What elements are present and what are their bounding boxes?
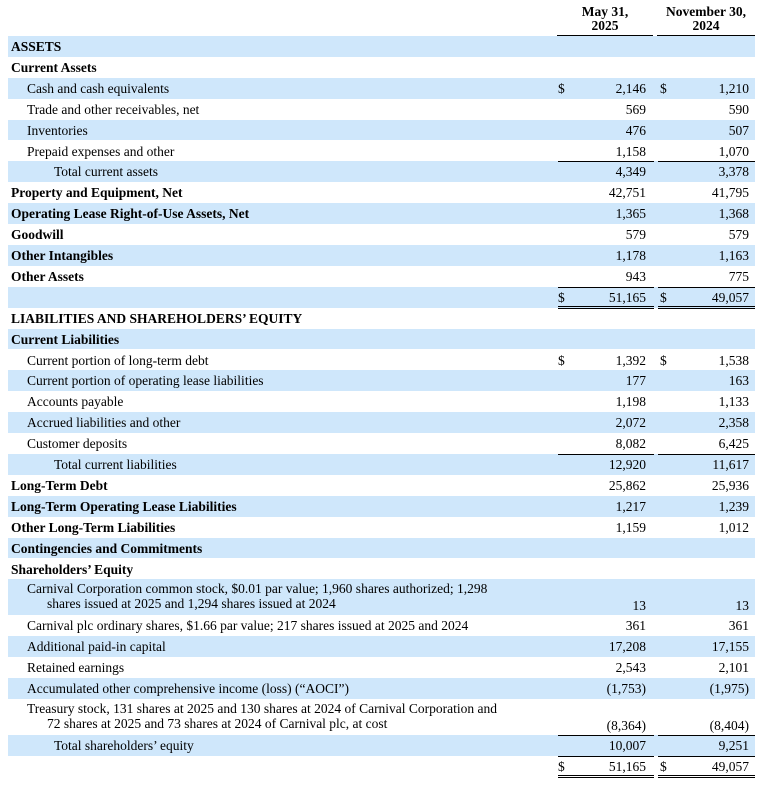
row-label-line1: Carnival Corporation common stock, $0.01 par value; 1,960 shares authorized; 1,298: [27, 581, 488, 597]
column-header-line2: 2025: [591, 18, 619, 33]
currency-symbol-2025: $: [558, 758, 565, 774]
row-label: Customer deposits: [27, 436, 128, 452]
value-2024: 507: [728, 122, 749, 138]
row-label: Long-Term Debt: [11, 477, 108, 493]
row-label: Trade and other receivables, net: [27, 101, 200, 117]
statement-row: [8, 678, 755, 699]
statement-row: [8, 329, 755, 350]
row-label: Accrued liabilities and other: [27, 415, 181, 431]
row-label-line2: 72 shares at 2025 and 73 shares at 2024 of Carnival plc, at cost: [47, 716, 388, 731]
statement-row: [8, 99, 755, 120]
statement-row: [8, 245, 755, 266]
column-header-line1: May 31,: [581, 4, 629, 19]
subtotal-rule: [658, 735, 755, 736]
value-2024: 775: [728, 268, 749, 284]
row-label: Long-Term Operating Lease Liabilities: [11, 498, 237, 514]
statement-row: [8, 203, 755, 224]
statement-row: [8, 699, 755, 735]
column-header-nov-2024: [657, 5, 755, 36]
value-2024: 1,210: [718, 80, 749, 96]
subtotal-rule: [558, 735, 654, 736]
statement-row: [8, 454, 755, 475]
row-label-line1: Treasury stock, 131 shares at 2025 and 130 shares at 2024 of Carnival Corporation and: [27, 701, 498, 716]
value-2024: 590: [728, 101, 749, 117]
value-2025: 4,349: [615, 164, 646, 180]
row-label: Accounts payable: [27, 394, 124, 410]
value-2024: 6,425: [718, 436, 749, 452]
value-2025: 1,217: [615, 498, 646, 514]
statement-row: [8, 475, 755, 496]
statement-row: [8, 36, 755, 57]
statement-row: [8, 161, 755, 182]
total-rule-top: [558, 756, 654, 757]
statement-row: [8, 538, 755, 559]
row-label: Current Assets: [11, 59, 97, 75]
value-2024: (8,404): [709, 718, 749, 733]
statement-row: [8, 615, 755, 636]
statement-row: [8, 412, 755, 433]
value-2024: (1,975): [709, 681, 749, 697]
value-2024: 49,057: [711, 758, 749, 774]
row-label: Cash and cash equivalents: [27, 80, 170, 96]
row-label: Total shareholders’ equity: [54, 738, 194, 753]
row-label: Other Assets: [11, 268, 84, 284]
statement-row: [8, 517, 755, 538]
row-label: Inventories: [27, 122, 88, 138]
statement-row: [8, 636, 755, 657]
subtotal-rule: [658, 454, 755, 455]
row-label: LIABILITIES AND SHAREHOLDERS’ EQUITY: [11, 310, 303, 326]
value-2025: 13: [632, 598, 646, 614]
value-2025: 42,751: [608, 185, 646, 201]
row-label: Retained earnings: [27, 660, 125, 676]
value-2024: 49,057: [711, 289, 749, 305]
value-2025: 1,392: [615, 352, 646, 368]
value-2024: 2,101: [718, 660, 749, 676]
value-2025: 1,365: [615, 206, 646, 222]
statement-row: [8, 433, 755, 454]
statement-row: [8, 756, 755, 777]
value-2025: 1,198: [615, 394, 646, 410]
value-2024: 1,012: [718, 519, 749, 535]
statement-row: [8, 391, 755, 412]
total-double-rule: [558, 775, 654, 778]
value-2025: 569: [625, 101, 646, 117]
value-2025: 1,158: [615, 143, 646, 159]
row-label: Other Intangibles: [11, 248, 114, 263]
value-2025: (8,364): [606, 718, 646, 733]
row-label: Property and Equipment, Net: [11, 185, 183, 201]
statement-row: [8, 141, 755, 162]
statement-row: [8, 120, 755, 141]
value-2024: 17,155: [711, 639, 749, 655]
value-2025: (1,753): [606, 681, 646, 697]
column-header-line2: 2024: [692, 18, 720, 33]
total-rule-top: [558, 287, 654, 288]
value-2024: 361: [728, 618, 749, 634]
statement-row: [8, 735, 755, 756]
total-rule-top: [658, 287, 755, 288]
value-2024: 1,133: [718, 394, 749, 410]
statement-row: [8, 370, 755, 391]
value-2025: 25,862: [608, 477, 646, 493]
value-2024: 1,368: [718, 206, 749, 222]
statement-row: [8, 57, 755, 78]
value-2025: 1,159: [615, 519, 646, 535]
row-label: [27, 701, 547, 731]
currency-symbol-2024: $: [660, 758, 667, 774]
value-2024: 1,538: [718, 352, 749, 368]
statement-row: [8, 308, 755, 329]
row-label: ASSETS: [11, 39, 62, 54]
subtotal-rule: [558, 454, 654, 455]
value-2025: 361: [625, 618, 646, 634]
value-2025: 2,146: [615, 80, 646, 96]
value-2025: 177: [625, 373, 646, 389]
statement-row: [8, 287, 755, 308]
subtotal-rule: [558, 161, 654, 162]
row-label: Operating Lease Right-of-Use Assets, Net: [11, 206, 250, 222]
value-2025: 8,082: [615, 436, 646, 452]
currency-symbol-2024: $: [660, 352, 667, 368]
subtotal-rule: [658, 161, 755, 162]
value-2025: 51,165: [608, 758, 646, 774]
value-2025: 579: [625, 227, 646, 243]
value-2025: 17,208: [608, 639, 646, 655]
currency-symbol-2025: $: [558, 80, 565, 96]
value-2025: 943: [625, 268, 646, 284]
value-2024: 163: [728, 373, 749, 389]
row-label: Total current assets: [54, 164, 159, 180]
value-2024: 3,378: [718, 164, 749, 180]
value-2025: 10,007: [608, 738, 646, 753]
statement-row: [8, 266, 755, 287]
currency-symbol-2024: $: [660, 289, 667, 305]
value-2025: 2,543: [615, 660, 646, 676]
row-label: Total current liabilities: [54, 457, 177, 472]
value-2024: 1,239: [718, 498, 749, 514]
statement-row: [8, 559, 755, 580]
row-label: Contingencies and Commitments: [11, 540, 203, 556]
row-label: Current portion of long-term debt: [27, 352, 209, 368]
value-2025: 1,178: [615, 248, 646, 263]
value-2024: 41,795: [711, 185, 749, 201]
row-label: Prepaid expenses and other: [27, 143, 175, 159]
column-header-may-2025: [557, 5, 653, 36]
statement-row: [8, 350, 755, 371]
row-label: Carnival plc ordinary shares, $1.66 par value; 217 shares issued at 2025 and 2024: [27, 618, 469, 634]
currency-symbol-2025: $: [558, 289, 565, 305]
currency-symbol-2025: $: [558, 352, 565, 368]
value-2025: 2,072: [615, 415, 646, 431]
value-2024: 579: [728, 227, 749, 243]
row-label: Goodwill: [11, 227, 64, 243]
value-2024: 9,251: [718, 738, 749, 753]
row-label: Other Long-Term Liabilities: [11, 519, 176, 535]
row-label: [27, 581, 547, 611]
statement-row: [8, 78, 755, 99]
total-rule-top: [658, 756, 755, 757]
row-label: Shareholders’ Equity: [11, 561, 134, 577]
column-header-line1: November 30,: [666, 4, 746, 19]
total-double-rule: [658, 775, 755, 778]
value-2025: 476: [625, 122, 646, 138]
row-label-line2: shares issued at 2025 and 1,294 shares issued at 2024: [47, 596, 336, 612]
value-2024: 1,163: [718, 248, 749, 263]
row-label: Current portion of operating lease liabilities: [27, 373, 264, 389]
value-2024: 13: [735, 598, 749, 614]
statement-row: [8, 224, 755, 245]
currency-symbol-2024: $: [660, 80, 667, 96]
statement-row: [8, 496, 755, 517]
value-2025: 51,165: [608, 289, 646, 305]
value-2024: 1,070: [718, 143, 749, 159]
row-label: Additional paid-in capital: [27, 639, 166, 655]
statement-row: [8, 579, 755, 615]
row-label: Accumulated other comprehensive income (loss) (“AOCI”): [27, 681, 350, 697]
statement-row: [8, 657, 755, 678]
value-2024: 11,617: [712, 457, 749, 472]
value-2024: 25,936: [711, 477, 749, 493]
value-2025: 12,920: [608, 457, 646, 472]
statement-row: [8, 182, 755, 203]
row-label: Current Liabilities: [11, 331, 120, 347]
value-2024: 2,358: [718, 415, 749, 431]
